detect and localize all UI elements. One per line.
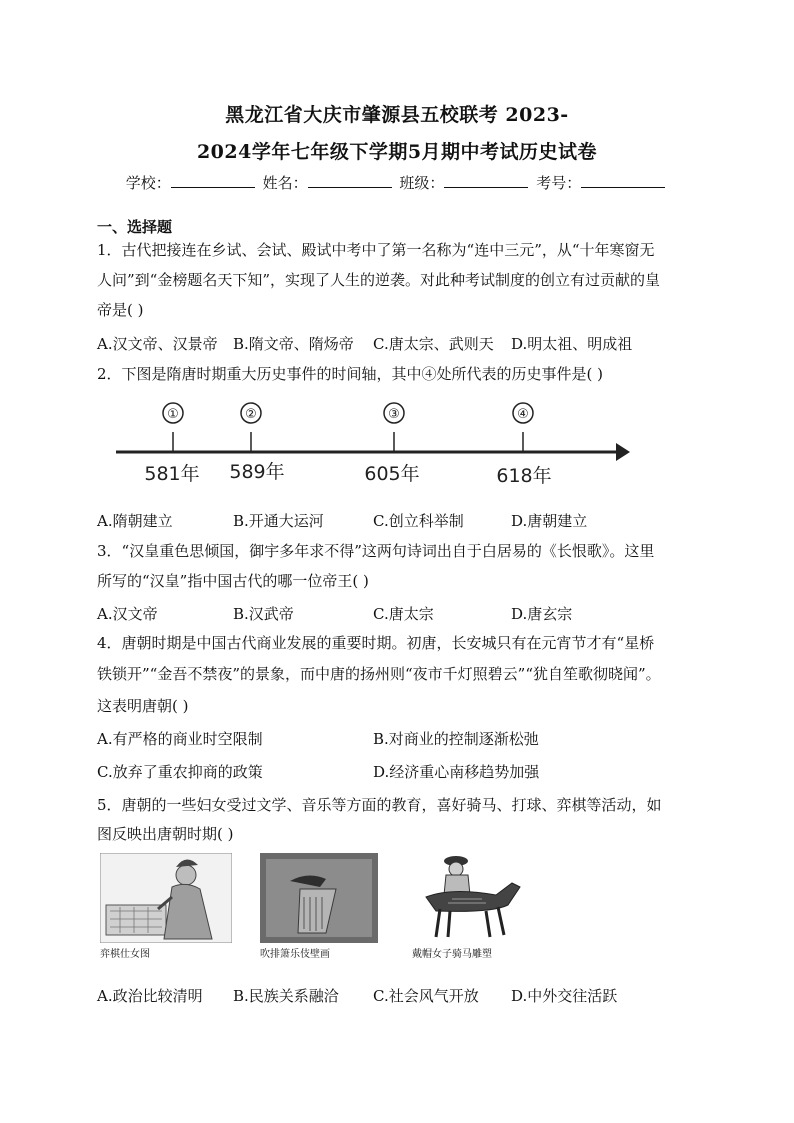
q3-option-c: C.唐太宗 [373,605,434,623]
q1-option-b: B.隋文帝、隋炀帝 [233,335,354,353]
school-label: 学校： [125,174,171,192]
q1-option-c: C.唐太宗、武则天 [373,335,494,353]
q4-line3: 这表明唐朝( ) [97,697,189,715]
q1-line2: 人问”到“金榜题名天下知”，实现了人生的逆袭。对此种考试制度的创立有过贡献的皇 [97,271,661,289]
horse-rider-image [412,853,530,943]
q5-line2: 图反映出唐朝时期( ) [97,825,234,843]
figure-paixiao-mural [260,853,378,960]
q1-line3: 帝是( ) [97,301,144,319]
q3-option-d: D.唐玄宗 [511,605,573,623]
exam-title-line1: 黑龙江省大庆市肇源县五校联考 2023- [225,104,569,126]
q5-option-b: B.民族关系融洽 [233,987,339,1005]
q4-option-c: C.放弃了重农抑商的政策 [97,763,263,781]
q5-figures [100,853,540,963]
q3-option-a: A.汉文帝 [97,605,158,623]
q5-option-c: C.社会风气开放 [373,987,479,1005]
student-info-row [0,172,794,193]
timeline-svg [112,396,632,496]
q2-line1: 2．下图是隋唐时期重大历史事件的时间轴，其中④处所代表的历史事件是( ) [97,365,604,383]
q4-line1: 4．唐朝时期是中国古代商业发展的重要时期。初唐，长安城只有在元宵节才有“星桥 [97,634,655,652]
school-blank [171,173,255,188]
q5-line1: 5．唐朝的一些妇女受过文学、音乐等方面的教育，喜好骑马、打球、弈棋等活动，如 [97,796,662,814]
q4-option-d: D.经济重心南移趋势加强 [373,763,540,781]
timeline-arrow [616,443,630,461]
caption-horse-rider: 戴帽女子骑马雕塑 [412,949,492,960]
number-blank [581,173,665,188]
q5-option-d: D.中外交往活跃 [511,987,618,1005]
number-label: 考号： [536,174,582,192]
q4-line2: 铁锁开”“金吾不禁夜”的景象，而中唐的扬州则“夜市千灯照碧云”“犹自笙歌彻晓闻”。 [97,665,661,683]
name-label: 姓名： [262,174,308,192]
marker-4: ④ [517,407,529,422]
timeline-figure [112,396,632,500]
figure-horse-rider [412,853,530,960]
year-label-2: 589年 [229,461,285,483]
q3-line2: 所写的“汉皇”指中国古代的哪一位帝王( ) [97,572,369,590]
q5-option-a: A.政治比较清明 [97,987,203,1005]
q2-option-d: D.唐朝建立 [511,512,588,530]
q2-options [97,510,697,531]
q1-option-d: D.明太祖、明成祖 [511,335,633,353]
marker-1: ① [167,407,179,422]
q4-option-b: B.对商业的控制逐渐松弛 [373,730,539,748]
class-blank [444,173,528,188]
caption-weiqi-lady: 弈棋仕女图 [100,949,150,960]
q3-line1: 3．“汉皇重色思倾国，御宇多年求不得”这两句诗词出自于白居易的《长恨歌》。这里 [97,542,655,560]
q1-options [97,333,697,354]
marker-3: ③ [388,407,400,422]
weiqi-lady-image [100,853,232,943]
q2-option-a: A.隋朝建立 [97,512,173,530]
caption-paixiao-mural: 吹排箫乐伎壁画 [260,949,330,960]
q4-options-row1 [97,728,697,749]
paixiao-mural-image [260,853,378,943]
q5-options [97,985,697,1006]
name-blank [308,173,392,188]
marker-2: ② [245,407,257,422]
q2-option-c: C.创立科举制 [373,512,464,530]
class-label: 班级： [399,174,445,192]
q3-option-b: B.汉武帝 [233,605,294,623]
exam-title-line2: 2024学年七年级下学期5月期中考试历史试卷 [196,141,598,163]
q2-option-b: B.开通大运河 [233,512,324,530]
q1-line1: 1．古代把接连在乡试、会试、殿试中考中了第一名称为“连中三元”，从“十年寒窗无 [97,241,655,259]
q4-options-row2 [97,761,697,782]
figure-weiqi-lady [100,853,232,960]
year-label-4: 618年 [496,465,552,487]
year-label-3: 605年 [364,463,420,485]
q1-option-a: A.汉文帝、汉景帝 [97,335,218,353]
section-heading: 一、选择题 [97,218,173,236]
q4-option-a: A.有严格的商业时空限制 [97,730,263,748]
q3-options [97,603,697,624]
year-label-1: 581年 [144,463,200,485]
